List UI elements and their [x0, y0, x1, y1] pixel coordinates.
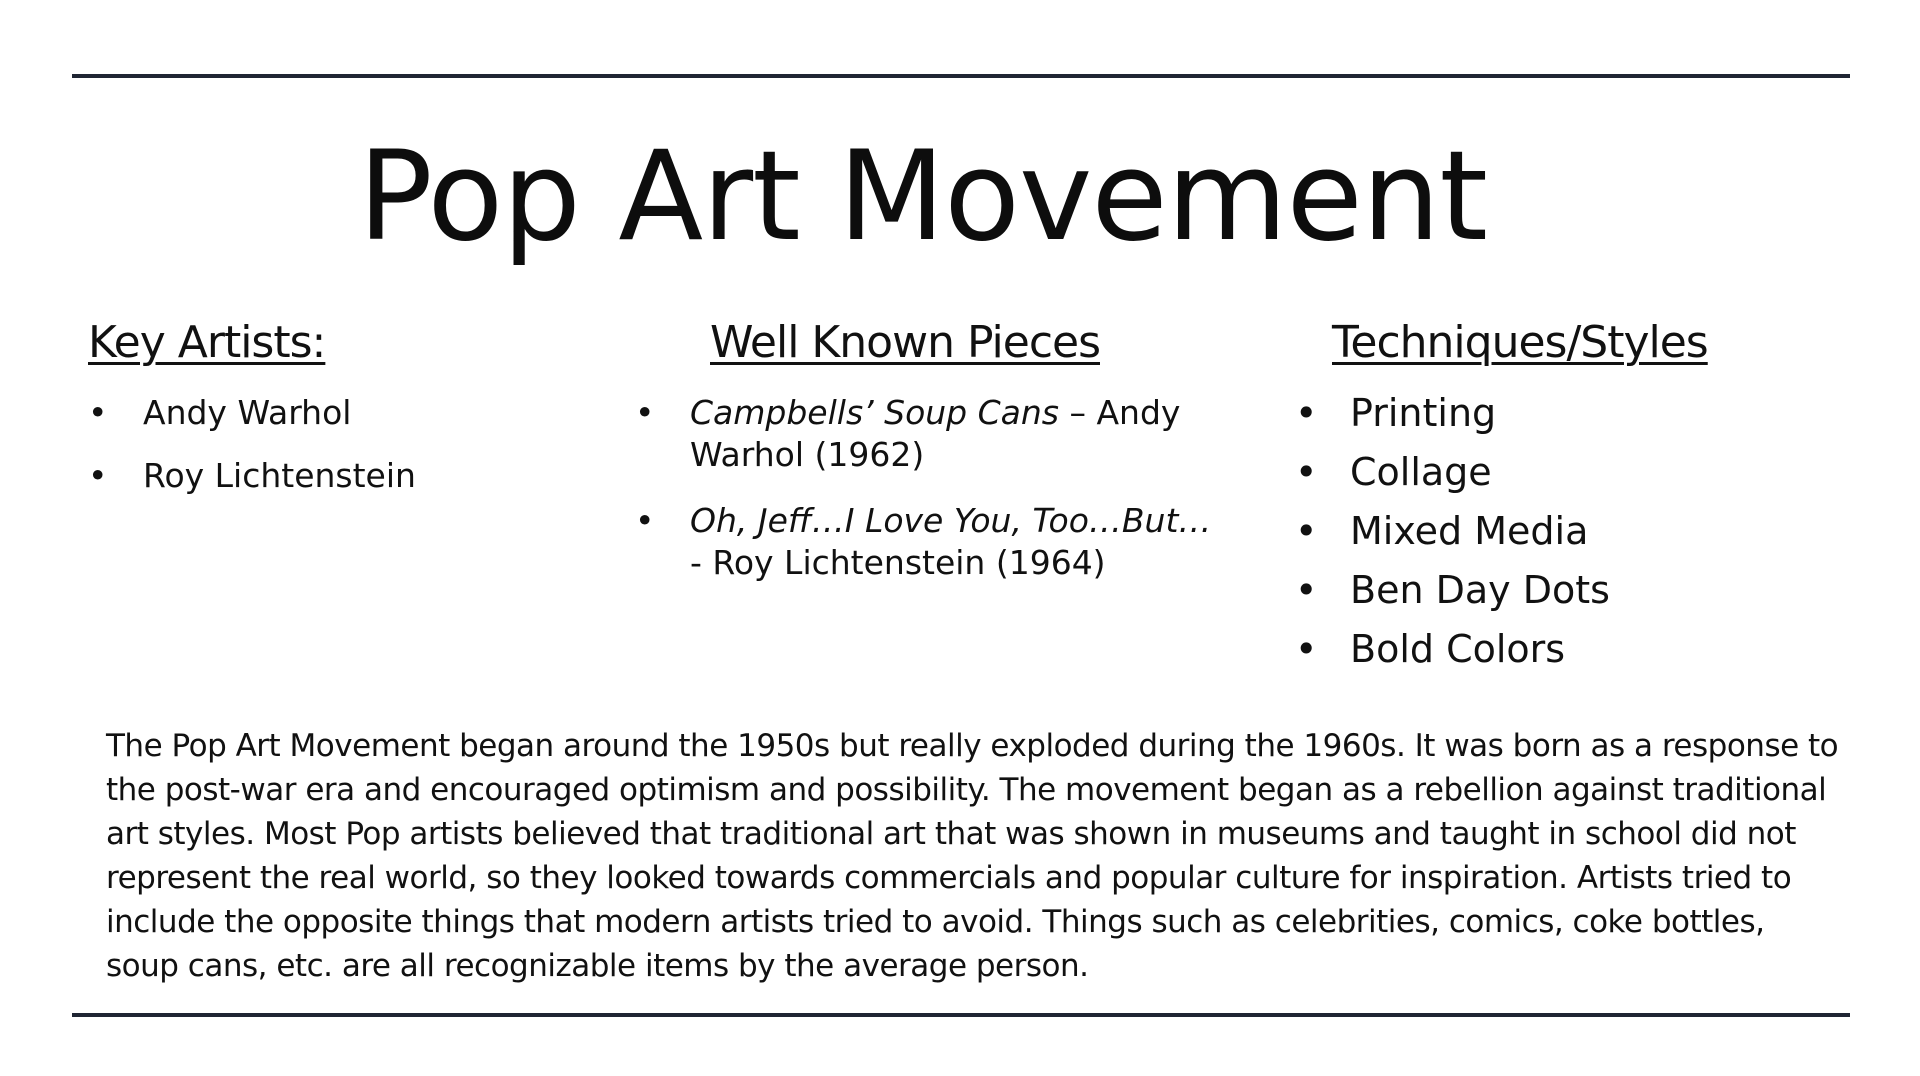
- piece-detail: - Roy Lichtenstein (1964): [690, 543, 1106, 582]
- key-artists-heading: Key Artists:: [88, 317, 326, 368]
- list-item: • Roy Lichtenstein: [88, 455, 628, 497]
- list-item: [635, 500, 1275, 584]
- list-item: • Ben Day Dots: [1295, 561, 1815, 620]
- key-artists-list: [88, 392, 628, 518]
- list-item: [635, 392, 1275, 476]
- top-divider: [72, 74, 1850, 78]
- piece-detail: – Andy Warhol (1962): [690, 393, 1181, 474]
- piece-title: Campbells’ Soup Cans: [690, 393, 1059, 432]
- list-item: • Collage: [1295, 443, 1815, 502]
- well-known-pieces-list: [635, 392, 1275, 608]
- piece-title: Oh, Jeff…I Love You, Too…But…: [690, 501, 1212, 540]
- list-item: • Bold Colors: [1295, 620, 1815, 679]
- description-paragraph: The Pop Art Movement began around the 1950s but really exploded during the 1960s. It was born as a response to the post-war era and encouraged optimism and possibility. The movement began as a rebellion against traditional art styles. Most Pop artists believed that traditional art that was shown in museums and taught in school did not represent the real world, so they looked towards commercials and popular culture for inspiration. Artists tried to include the opposite things that modern artists tried to avoid. Things such as celebrities, comics, coke bottles, soup cans, etc. are all recognizable items by the average person.: [106, 728, 1839, 984]
- list-item: • Andy Warhol: [88, 392, 628, 434]
- techniques-styles-list: [1295, 384, 1815, 679]
- well-known-pieces-heading: Well Known Pieces: [710, 317, 1100, 368]
- list-item: • Printing: [1295, 384, 1815, 443]
- techniques-styles-heading: Techniques/Styles: [1332, 317, 1708, 368]
- list-item: • Mixed Media: [1295, 502, 1815, 561]
- bottom-divider: [72, 1013, 1850, 1017]
- slide-title: Pop Art Movement: [357, 125, 1487, 269]
